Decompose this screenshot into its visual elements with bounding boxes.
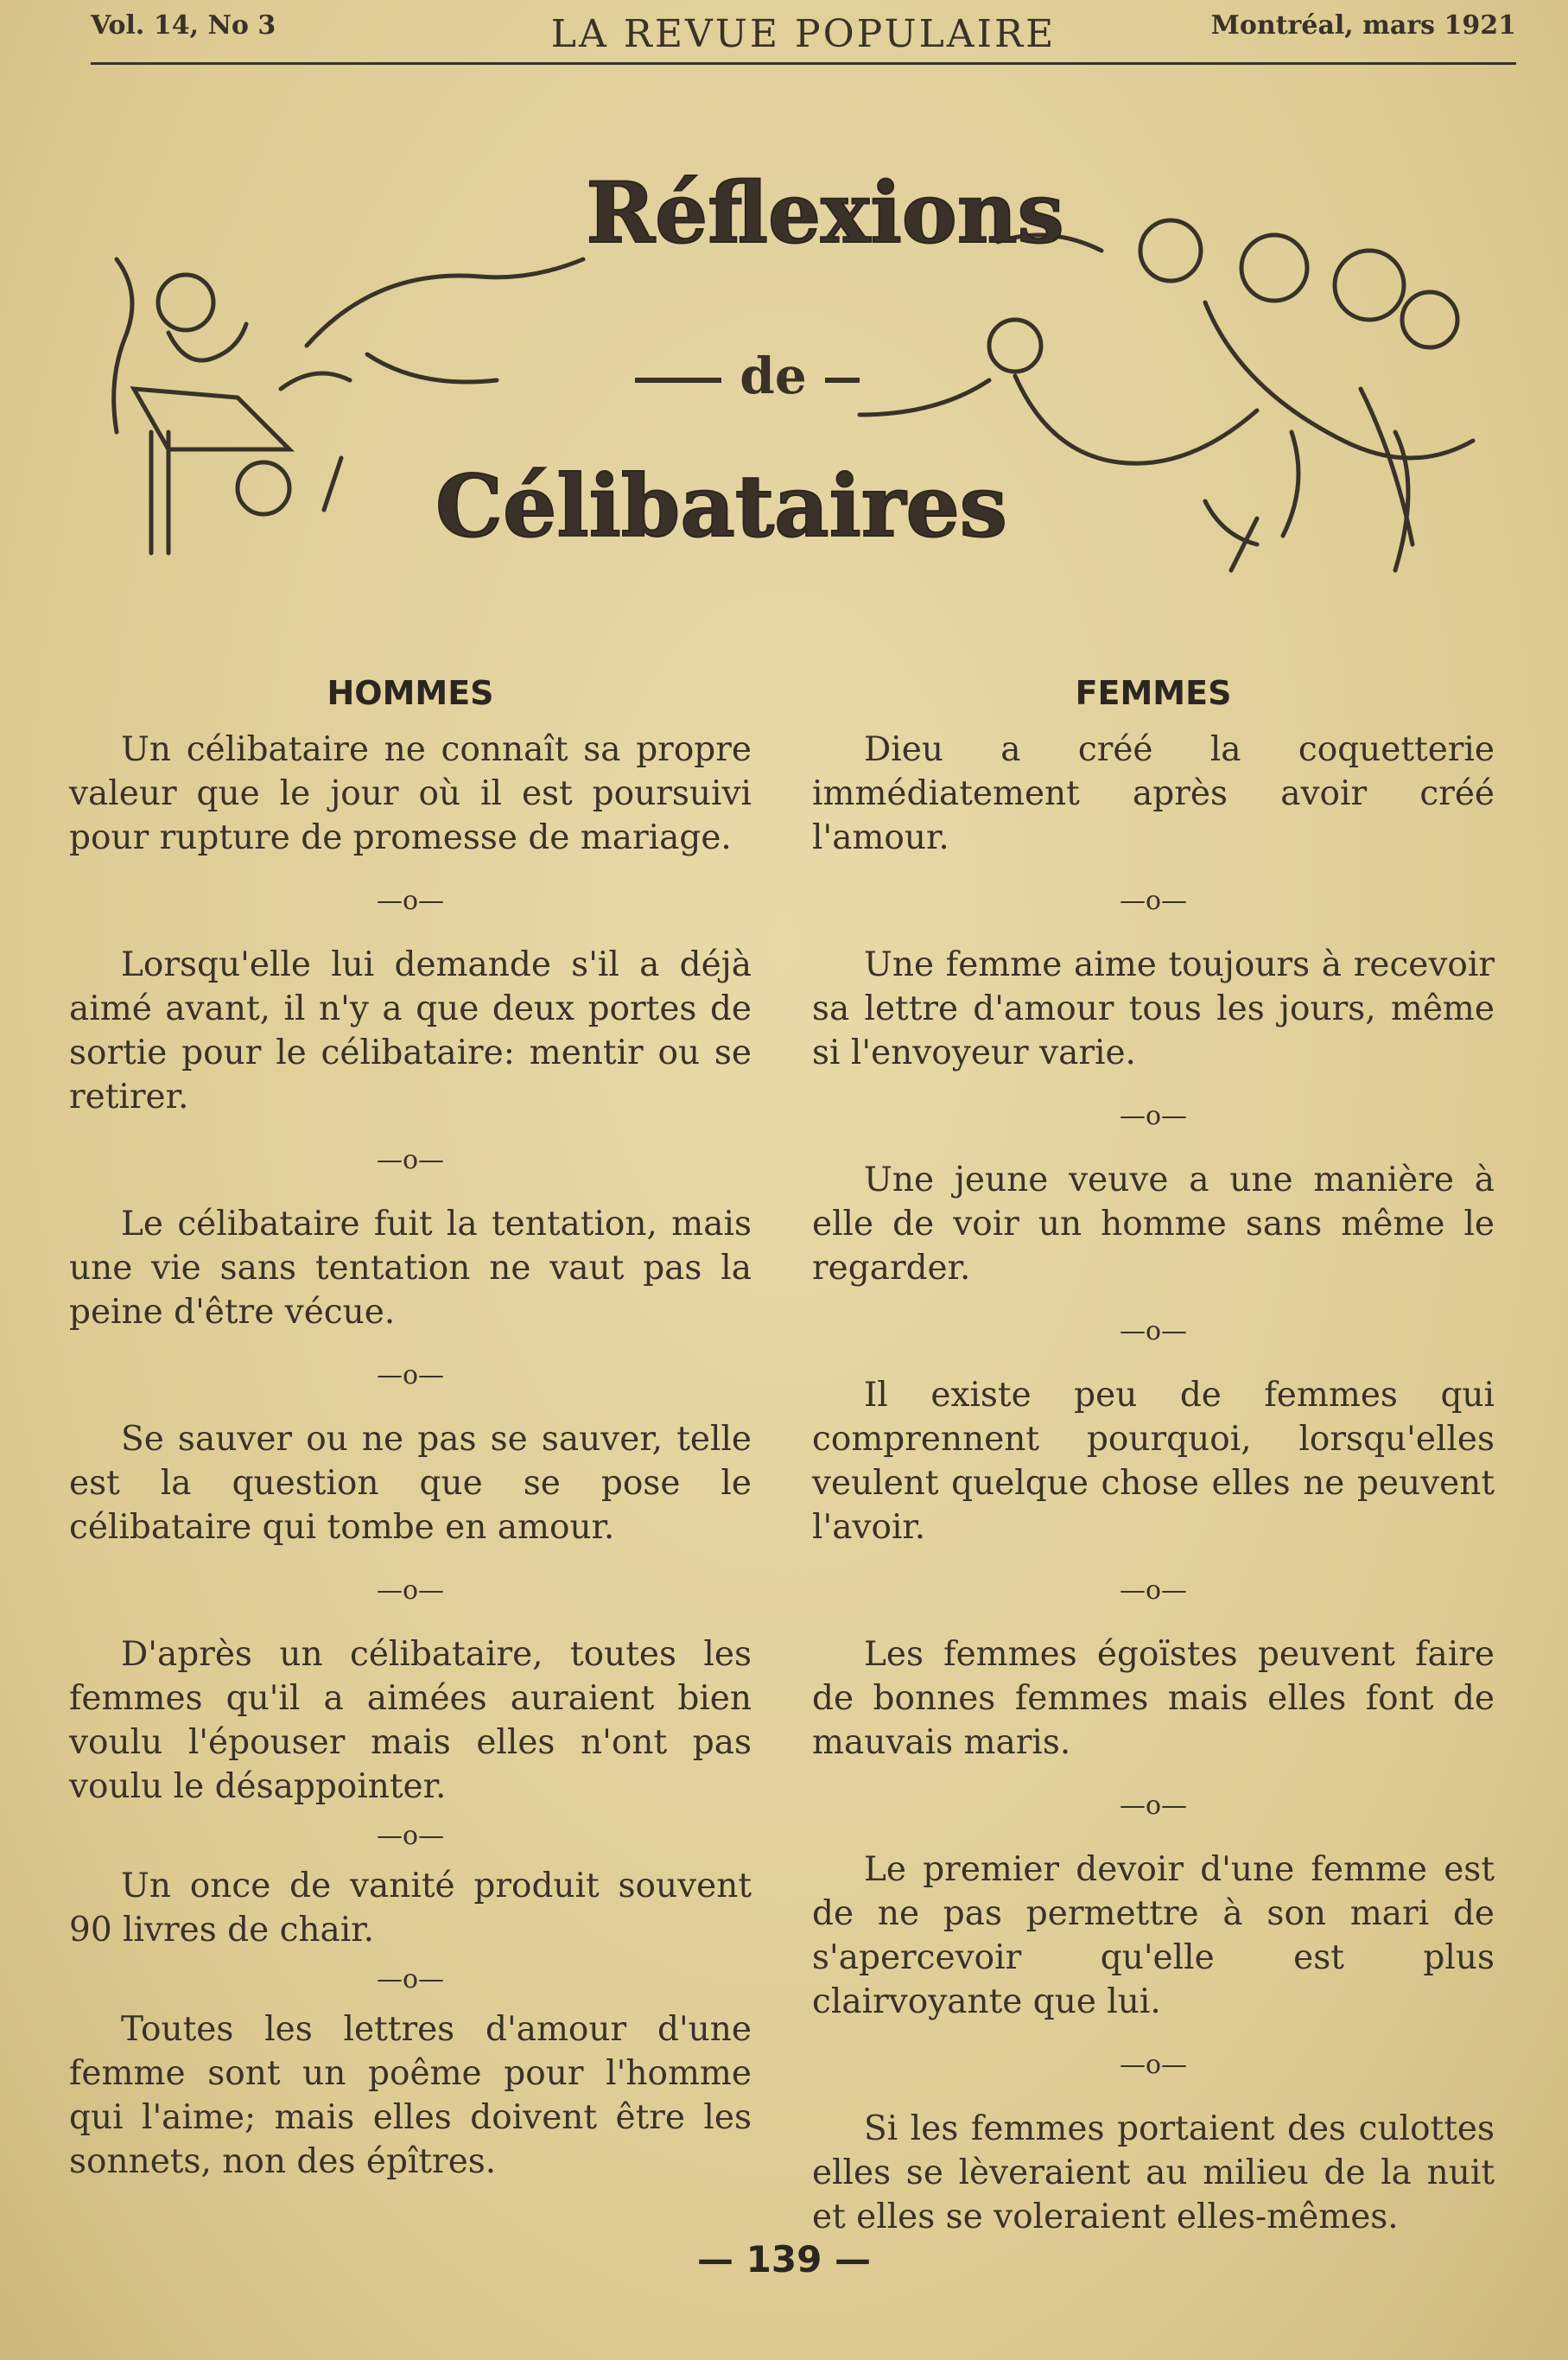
women-item: Une femme aime toujours à recevoir sa lettre d'amour tous les jours, même si l'envoyeur varie.: [812, 945, 1495, 1072]
women-item: Le premier devoir d'une femme est de ne pas permettre à son mari de s'apercevoir qu'elle est plus clairvoyante que lui.: [812, 1850, 1495, 2021]
separator: —o—: [1119, 2050, 1188, 2080]
women-heading: FEMMES: [1075, 674, 1232, 712]
separator: —o—: [376, 1145, 445, 1175]
separator: —o—: [1119, 1101, 1188, 1131]
title-illustration: [82, 173, 1516, 605]
women-item: Si les femmes portaient des culottes elles se lèveraient au milieu de la nuit et elles se voleraient elles-mêmes.: [812, 2109, 1495, 2236]
men-item: Se sauver ou ne pas se sauver, telle est la question que se pose le célibataire qui tombe en amour.: [69, 1420, 752, 1547]
volume-number: Vol. 14, No 3: [91, 10, 276, 41]
separator: —o—: [376, 1575, 445, 1606]
women-item: Les femmes égoïstes peuvent faire de bonnes femmes mais elles font de mauvais maris.: [812, 1635, 1495, 1762]
banner-title-line3: Célibataires: [435, 457, 1007, 557]
separator: —o—: [376, 1360, 445, 1390]
separator: —o—: [1119, 1575, 1188, 1606]
separator: —o—: [1119, 1316, 1188, 1346]
publication-title: LA REVUE POPULAIRE: [550, 12, 1057, 56]
separator: —o—: [1119, 1791, 1188, 1821]
women-item: Une jeune veuve a une manière à elle de voir un homme sans même le regarder.: [812, 1161, 1495, 1288]
place-date: Montréal, mars 1921: [1210, 10, 1516, 41]
banner-title-line2: de: [740, 347, 807, 405]
men-item: D'après un célibataire, toutes les femmes qu'il a aimées auraient bien voulu l'épouser mais elles n'ont pas voulu le désappointer.: [69, 1635, 752, 1806]
men-heading: HOMMES: [327, 674, 494, 712]
men-column: [69, 674, 752, 2184]
women-item: Dieu a créé la coquetterie immédiatement après avoir créé l'amour.: [812, 730, 1495, 857]
separator: —o—: [376, 886, 445, 916]
separator: —o—: [376, 1821, 445, 1851]
men-item: Lorsqu'elle lui demande s'il a déjà aimé avant, il n'y a que deux portes de sortie pour le célibataire: mentir ou se retirer.: [69, 945, 752, 1116]
men-item: Un once de vanité produit souvent 90 livres de chair.: [69, 1867, 752, 1950]
banner-title-line1: Réflexions: [586, 173, 1064, 262]
page-number: — 139 —: [697, 2238, 871, 2280]
men-item: Un célibataire ne connaît sa propre valeur que le jour où il est poursuivi pour rupture de promesse de mariage.: [69, 730, 752, 857]
separator: —o—: [376, 1964, 445, 1994]
women-column: [812, 674, 1495, 2239]
men-item: Toutes les lettres d'amour d'une femme sont un poême pour l'homme qui l'aime; mais elles doivent être les sonnets, non des épîtres.: [69, 2010, 752, 2181]
separator: —o—: [1119, 886, 1188, 916]
women-item: Il existe peu de femmes qui comprennent pourquoi, lorsqu'elles veulent quelque chose elles ne peuvent l'avoir.: [812, 1376, 1495, 1547]
illustration-svg: [82, 173, 1516, 605]
men-item: Le célibataire fuit la tentation, mais une vie sans tentation ne vaut pas la peine d'être vécue.: [69, 1205, 752, 1332]
running-header: [91, 7, 1516, 65]
